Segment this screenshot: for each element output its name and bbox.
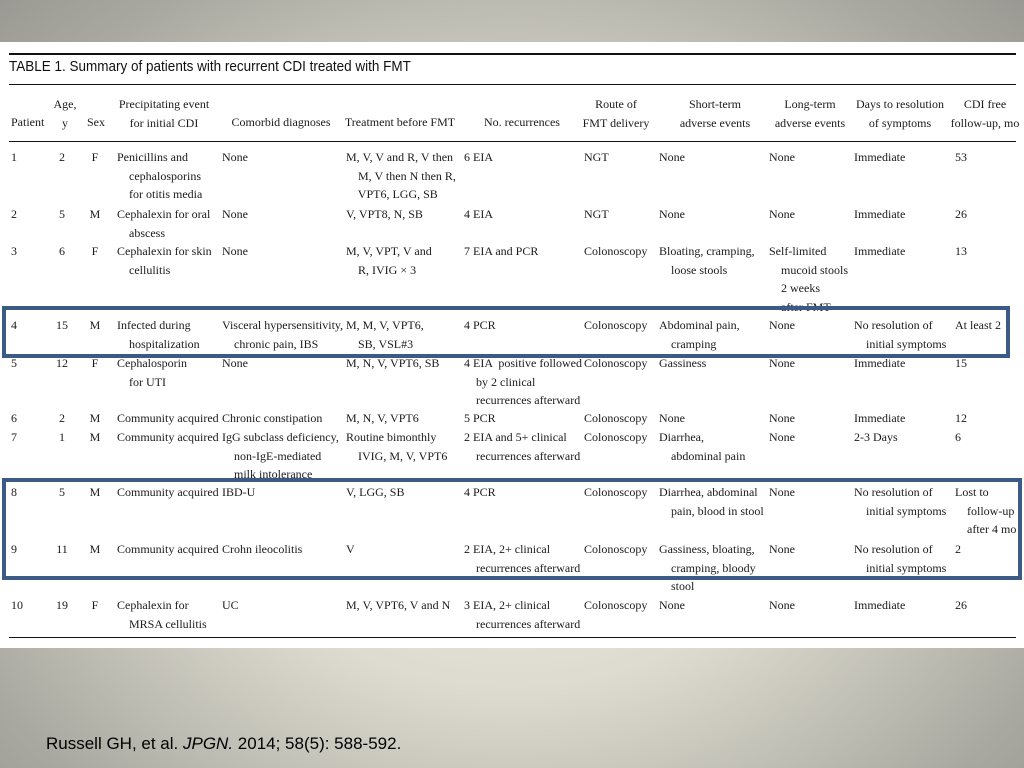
cell-precipitating-event: Community acquired: [117, 485, 219, 499]
cell-days-to-resolution: No resolution of initial symptoms: [854, 318, 947, 351]
cell-long-term-adverse-events: None: [769, 411, 795, 425]
highlight-box-patient-4: [2, 306, 1010, 358]
cell-sex: M: [89, 318, 101, 332]
cell-age: 15: [56, 318, 68, 332]
cell-days-to-resolution: No resolution of initial symptoms: [854, 542, 947, 575]
cell-comorbid-diagnoses: UC: [222, 598, 239, 612]
cell-route-of-fmt-delivery: Colonoscopy: [584, 485, 648, 499]
citation-details: 2014; 58(5): 588-592.: [233, 734, 402, 753]
cell-sex: F: [91, 356, 99, 370]
header-short-term-adverse-events: Short-term adverse events: [679, 97, 751, 130]
cell-treatment-before-fmt: M, V, VPT6, V and N: [346, 598, 451, 612]
cell-days-to-resolution: Immediate: [854, 207, 906, 221]
cell-route-of-fmt-delivery: Colonoscopy: [584, 542, 648, 556]
cell-sex: M: [89, 430, 101, 444]
cell-precipitating-event: Cephalexin for oral abscess: [117, 207, 211, 240]
cell-age: 11: [56, 542, 68, 556]
citation-journal: JPGN.: [183, 734, 234, 753]
cell-cdi-free-follow-up: 6: [955, 430, 961, 444]
cell-short-term-adverse-events: Abdominal pain, cramping: [659, 318, 740, 351]
cell-no-recurrences: 6 EIA: [464, 150, 493, 164]
cell-long-term-adverse-events: Self-limited mucoid stools 2 weeks after FMT: [769, 244, 849, 314]
cell-no-recurrences: 3 EIA, 2+ clinical recurrences afterward: [464, 598, 581, 631]
cell-precipitating-event: Penicillins and cephalosporins for otitis media: [117, 150, 203, 201]
header-patient: Patient: [11, 115, 45, 129]
table-title: TABLE 1. Summary of patients with recurrent CDI treated with FMT: [9, 58, 411, 75]
cell-cdi-free-follow-up: At least 2: [955, 318, 1001, 332]
citation: [46, 734, 401, 754]
header-age: Age, y: [53, 97, 77, 130]
cell-route-of-fmt-delivery: Colonoscopy: [584, 356, 648, 370]
cell-patient: 10: [11, 598, 23, 612]
cell-age: 5: [59, 207, 65, 221]
cell-days-to-resolution: Immediate: [854, 356, 906, 370]
cell-treatment-before-fmt: M, N, V, VPT6, SB: [346, 356, 440, 370]
table-top-rule: [9, 53, 1016, 55]
header-treatment-before-fmt: Treatment before FMT: [344, 115, 456, 129]
cell-comorbid-diagnoses: Visceral hypersensitivity, chronic pain, IBS: [222, 318, 344, 351]
cell-short-term-adverse-events: None: [659, 207, 685, 221]
cell-patient: 6: [11, 411, 17, 425]
cell-long-term-adverse-events: None: [769, 598, 795, 612]
cell-age: 1: [59, 430, 65, 444]
highlight-box-patients-8-9: [2, 478, 1022, 593]
cell-comorbid-diagnoses: None: [222, 207, 248, 221]
cell-no-recurrences: 4 PCR: [464, 318, 496, 332]
table-bottom-rule: [9, 637, 1016, 638]
cell-no-recurrences: 5 PCR: [464, 411, 496, 425]
cell-treatment-before-fmt: M, M, V, VPT6, SB, VSL#3: [346, 318, 424, 351]
cell-comorbid-diagnoses: IBD-U: [222, 485, 256, 499]
cell-no-recurrences: 4 EIA: [464, 207, 493, 221]
cell-no-recurrences: 2 EIA and 5+ clinical recurrences afterward: [464, 430, 581, 463]
cell-cdi-free-follow-up: Lost to follow-up after 4 mo: [955, 485, 1017, 536]
cell-age: 2: [59, 150, 65, 164]
cell-route-of-fmt-delivery: Colonoscopy: [584, 430, 648, 444]
cell-precipitating-event: Infected during hospitalization: [117, 318, 200, 351]
cell-no-recurrences: 4 PCR: [464, 485, 496, 499]
cell-patient: 7: [11, 430, 17, 444]
cell-route-of-fmt-delivery: Colonoscopy: [584, 598, 648, 612]
cell-precipitating-event: Community acquired: [117, 542, 219, 556]
cell-treatment-before-fmt: V, LGG, SB: [346, 485, 405, 499]
cell-days-to-resolution: 2-3 Days: [854, 430, 898, 444]
header-sex: Sex: [87, 115, 105, 129]
cell-long-term-adverse-events: None: [769, 207, 795, 221]
cell-comorbid-diagnoses: None: [222, 356, 248, 370]
cell-route-of-fmt-delivery: NGT: [584, 207, 609, 221]
cell-comorbid-diagnoses: None: [222, 244, 248, 258]
cell-sex: F: [91, 150, 99, 164]
cell-route-of-fmt-delivery: Colonoscopy: [584, 318, 648, 332]
cell-cdi-free-follow-up: 26: [955, 598, 967, 612]
cell-short-term-adverse-events: None: [659, 411, 685, 425]
cell-sex: M: [89, 542, 101, 556]
cell-long-term-adverse-events: None: [769, 356, 795, 370]
cell-comorbid-diagnoses: None: [222, 150, 248, 164]
cell-short-term-adverse-events: None: [659, 150, 685, 164]
cell-long-term-adverse-events: None: [769, 430, 795, 444]
header-comorbid-diagnoses: Comorbid diagnoses: [231, 115, 331, 129]
cell-precipitating-event: Community acquired: [117, 411, 219, 425]
cell-cdi-free-follow-up: 26: [955, 207, 967, 221]
cell-long-term-adverse-events: None: [769, 542, 795, 556]
title-rule: [9, 84, 1016, 85]
cell-comorbid-diagnoses: IgG subclass deficiency, non-IgE-mediated milk intolerance: [222, 430, 339, 481]
cell-no-recurrences: 7 EIA and PCR: [464, 244, 539, 258]
cell-treatment-before-fmt: M, V, VPT, V and R, IVIG × 3: [346, 244, 432, 277]
cell-age: 12: [56, 356, 68, 370]
cell-route-of-fmt-delivery: NGT: [584, 150, 609, 164]
cell-long-term-adverse-events: None: [769, 150, 795, 164]
header-no-recurrences: No. recurrences: [484, 115, 560, 129]
cell-age: 6: [59, 244, 65, 258]
cell-cdi-free-follow-up: 15: [955, 356, 967, 370]
cell-sex: M: [89, 207, 101, 221]
cell-no-recurrences: 2 EIA, 2+ clinical recurrences afterward: [464, 542, 581, 575]
cell-sex: F: [91, 244, 99, 258]
cell-treatment-before-fmt: M, V, V and R, V then M, V then N then R, VPT6, LGG, SB: [346, 150, 456, 201]
cell-sex: M: [89, 485, 101, 499]
cell-short-term-adverse-events: Bloating, cramping, loose stools: [659, 244, 755, 277]
cell-precipitating-event: Cephalexin for MRSA cellulitis: [117, 598, 207, 631]
cell-patient: 8: [11, 485, 17, 499]
cell-days-to-resolution: Immediate: [854, 598, 906, 612]
cell-cdi-free-follow-up: 12: [955, 411, 967, 425]
cell-cdi-free-follow-up: 2: [955, 542, 961, 556]
cell-sex: F: [91, 598, 99, 612]
cell-precipitating-event: Cephalosporin for UTI: [117, 356, 187, 389]
cell-sex: M: [89, 411, 101, 425]
cell-days-to-resolution: Immediate: [854, 150, 906, 164]
cell-days-to-resolution: Immediate: [854, 244, 906, 258]
citation-authors: Russell GH, et al.: [46, 734, 183, 753]
cell-age: 5: [59, 485, 65, 499]
cell-no-recurrences: 4 EIA positive followed by 2 clinical recurrences afterward: [464, 356, 582, 407]
cell-age: 2: [59, 411, 65, 425]
cell-patient: 2: [11, 207, 17, 221]
cell-route-of-fmt-delivery: Colonoscopy: [584, 411, 648, 425]
cell-treatment-before-fmt: V, VPT8, N, SB: [346, 207, 423, 221]
cell-days-to-resolution: Immediate: [854, 411, 906, 425]
cell-precipitating-event: Community acquired: [117, 430, 219, 444]
cell-comorbid-diagnoses: Chronic constipation: [222, 411, 323, 425]
cell-patient: 9: [11, 542, 17, 556]
cell-route-of-fmt-delivery: Colonoscopy: [584, 244, 648, 258]
cell-treatment-before-fmt: V: [346, 542, 355, 556]
header-precipitating-event: Precipitating event for initial CDI: [118, 97, 210, 130]
header-long-term-adverse-events: Long-term adverse events: [774, 97, 846, 130]
cell-cdi-free-follow-up: 53: [955, 150, 967, 164]
cell-short-term-adverse-events: Gassiness: [659, 356, 707, 370]
cell-short-term-adverse-events: None: [659, 598, 685, 612]
header-days-to-resolution: Days to resolution of symptoms: [856, 97, 944, 130]
cell-patient: 4: [11, 318, 17, 332]
cell-patient: 5: [11, 356, 17, 370]
cell-short-term-adverse-events: Diarrhea, abdominal pain, blood in stool: [659, 485, 764, 518]
cell-comorbid-diagnoses: Crohn ileocolitis: [222, 542, 303, 556]
header-route-of-fmt-delivery: Route of FMT delivery: [582, 97, 650, 130]
cell-precipitating-event: Cephalexin for skin cellulitis: [117, 244, 212, 277]
cell-cdi-free-follow-up: 13: [955, 244, 967, 258]
cell-short-term-adverse-events: Diarrhea, abdominal pain: [659, 430, 746, 463]
cell-days-to-resolution: No resolution of initial symptoms: [854, 485, 947, 518]
cell-patient: 3: [11, 244, 17, 258]
cell-age: 19: [56, 598, 68, 612]
cell-long-term-adverse-events: None: [769, 485, 795, 499]
header-cdi-free-follow-up: CDI free follow-up, mo: [950, 97, 1020, 130]
cell-treatment-before-fmt: Routine bimonthly IVIG, M, V, VPT6: [346, 430, 448, 463]
cell-short-term-adverse-events: Gassiness, bloating, cramping, bloody stool: [659, 542, 756, 593]
cell-patient: 1: [11, 150, 17, 164]
cell-treatment-before-fmt: M, N, V, VPT6: [346, 411, 419, 425]
cell-long-term-adverse-events: None: [769, 318, 795, 332]
